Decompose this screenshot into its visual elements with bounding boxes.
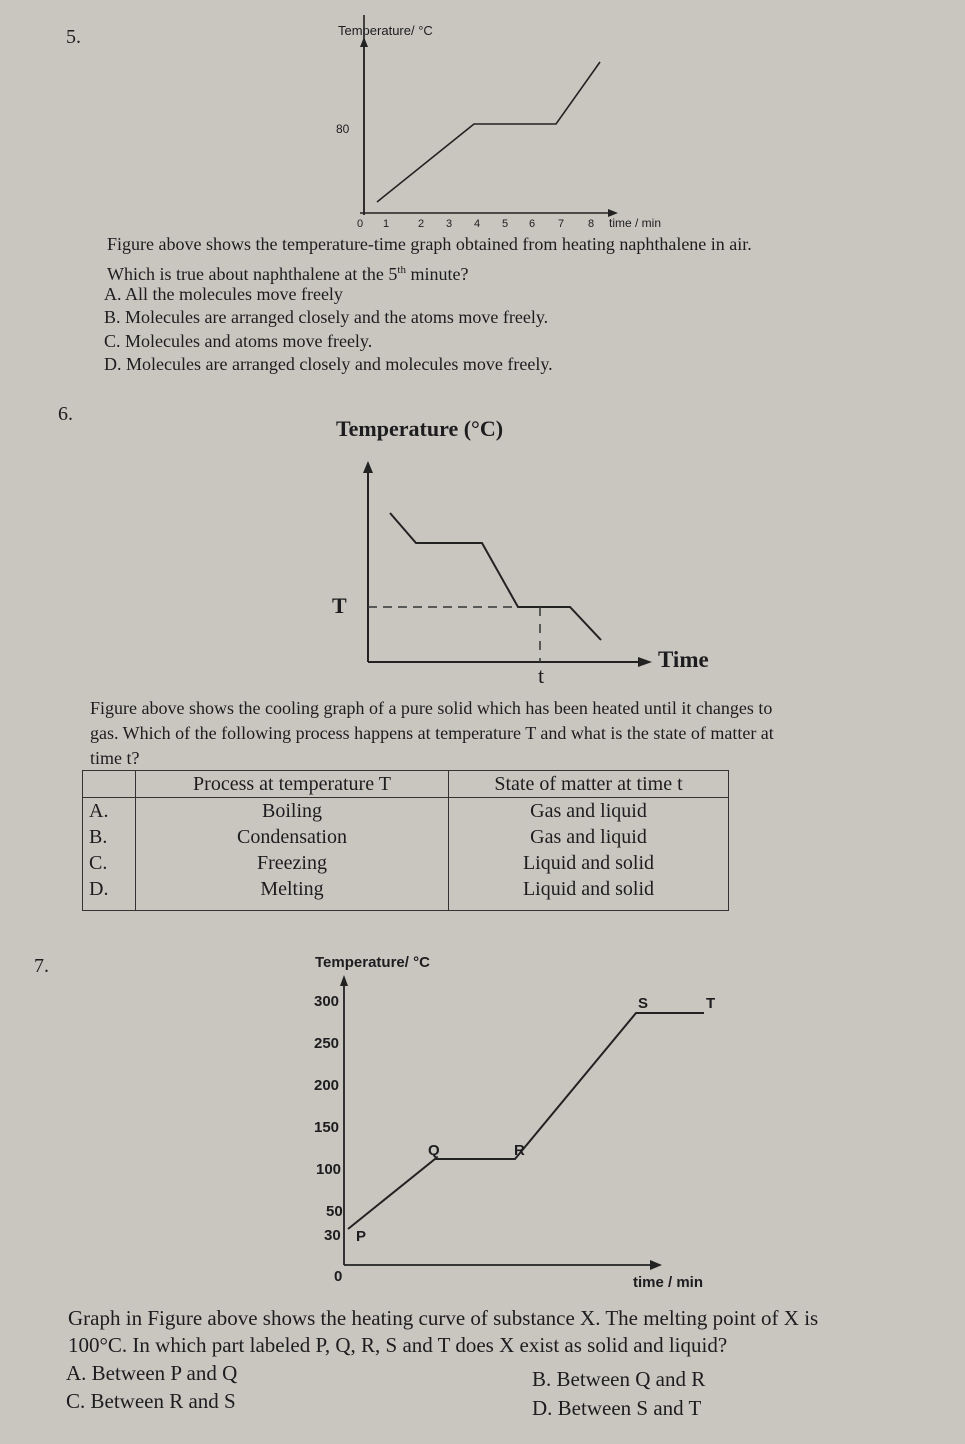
- q7-option-b[interactable]: B. Between Q and R: [532, 1367, 706, 1391]
- q7-y-tick: 150: [314, 1119, 340, 1136]
- q5-x-tick: 0: [357, 218, 364, 230]
- q5-x-label: time / min: [609, 216, 662, 230]
- table-row[interactable]: [83, 798, 729, 825]
- q5-y-arrow: [360, 37, 368, 47]
- q6-T-label: T: [332, 593, 347, 618]
- q7-point-S: S: [638, 995, 649, 1012]
- table-cell: C.: [83, 850, 136, 876]
- q5-heating-curve: [377, 62, 600, 202]
- table-cell: Melting: [136, 876, 449, 911]
- q7-origin-label: 0: [334, 1268, 343, 1285]
- q6-stem-line-2: gas. Which of the following process happens at temperature T and what is the state of matter at: [90, 723, 774, 743]
- table-header-row: [83, 771, 729, 798]
- q6-y-label: Temperature (°C): [336, 416, 504, 441]
- q6-y-arrow: [363, 461, 373, 473]
- question-5-number: 5.: [66, 26, 81, 48]
- table-header-cell: Process at temperature T: [136, 771, 449, 798]
- table-header-cell: State of matter at time t: [449, 771, 729, 798]
- q6-stem-line-1: Figure above shows the cooling graph of a pure solid which has been heated until it changes to: [90, 698, 773, 718]
- q7-y-tick: 100: [316, 1161, 342, 1178]
- table-row[interactable]: [83, 850, 729, 876]
- q5-x-tick: 2: [418, 218, 425, 230]
- q7-option-a[interactable]: A. Between P and Q: [66, 1361, 238, 1385]
- q7-x-label: time / min: [633, 1274, 704, 1291]
- q5-x-tick: 8: [588, 218, 595, 230]
- q5-x-tick: 4: [474, 218, 481, 230]
- q5-x-tick: 7: [558, 218, 565, 230]
- q5-x-tick: 5: [502, 218, 509, 230]
- q5-option-d[interactable]: D. Molecules are arranged closely and molecules move freely.: [104, 354, 553, 374]
- table-header-cell: [83, 771, 136, 798]
- table-cell: Boiling: [136, 798, 449, 825]
- q5-temperature-time-graph: [320, 15, 700, 235]
- q7-point-Q: Q: [428, 1142, 440, 1159]
- q7-x-arrow: [650, 1260, 662, 1270]
- q7-y-tick: 300: [314, 993, 340, 1010]
- q7-option-c[interactable]: C. Between R and S: [66, 1389, 236, 1413]
- q7-point-R: R: [514, 1142, 525, 1159]
- table-cell: A.: [83, 798, 136, 825]
- q6-x-arrow: [638, 657, 652, 667]
- q6-stem-line-3: time t?: [90, 748, 140, 768]
- q7-heating-curve-graph: [300, 945, 740, 1300]
- q5-x-tick: 6: [529, 218, 536, 230]
- q5-option-a[interactable]: A. All the molecules move freely: [104, 284, 343, 304]
- q7-y-arrow: [340, 975, 348, 986]
- q7-point-T: T: [706, 995, 716, 1012]
- q5-option-b[interactable]: B. Molecules are arranged closely and the atoms move freely.: [104, 307, 549, 327]
- q5-y-label: Temperature/ °C: [338, 23, 433, 38]
- q5-x-tick: 3: [446, 218, 453, 230]
- q7-y-label: Temperature/ °C: [315, 954, 430, 971]
- q5-stem-line-2: Which is true about naphthalene at the 5th minute?: [107, 264, 469, 284]
- q7-y-tick: 200: [314, 1077, 340, 1094]
- q7-option-d[interactable]: D. Between S and T: [532, 1396, 702, 1420]
- q6-cooling-curve: [390, 513, 601, 640]
- table-cell: B.: [83, 824, 136, 850]
- q6-options-table: [82, 770, 729, 911]
- q6-t-label: t: [538, 663, 545, 688]
- table-cell: Liquid and solid: [449, 876, 729, 911]
- q5-option-c[interactable]: C. Molecules and atoms move freely.: [104, 331, 373, 351]
- table-row[interactable]: [83, 876, 729, 911]
- table-cell: Gas and liquid: [449, 824, 729, 850]
- table-row[interactable]: [83, 824, 729, 850]
- q6-x-label: Time: [658, 647, 709, 672]
- table-cell: Liquid and solid: [449, 850, 729, 876]
- table-cell: D.: [83, 876, 136, 911]
- q7-y-tick: 50: [326, 1203, 343, 1220]
- q7-point-P: P: [356, 1228, 367, 1245]
- q7-y-tick: 250: [314, 1035, 340, 1052]
- q5-x-tick: 1: [383, 218, 390, 230]
- q7-stem-line-1: Graph in Figure above shows the heating curve of substance X. The melting point of X is: [68, 1306, 819, 1330]
- q5-y-tick-80: 80: [336, 122, 350, 136]
- q5-stem-line-1: Figure above shows the temperature-time graph obtained from heating naphthalene in air.: [107, 234, 752, 254]
- table-cell: Freezing: [136, 850, 449, 876]
- q7-y-tick: 30: [324, 1227, 341, 1244]
- table-cell: Gas and liquid: [449, 798, 729, 825]
- question-7-number: 7.: [34, 955, 49, 977]
- q7-heating-curve: [348, 1013, 704, 1229]
- q7-stem-line-2: 100°C. In which part labeled P, Q, R, S and T does X exist as solid and liquid?: [68, 1333, 728, 1357]
- question-6-number: 6.: [58, 403, 73, 425]
- table-cell: Condensation: [136, 824, 449, 850]
